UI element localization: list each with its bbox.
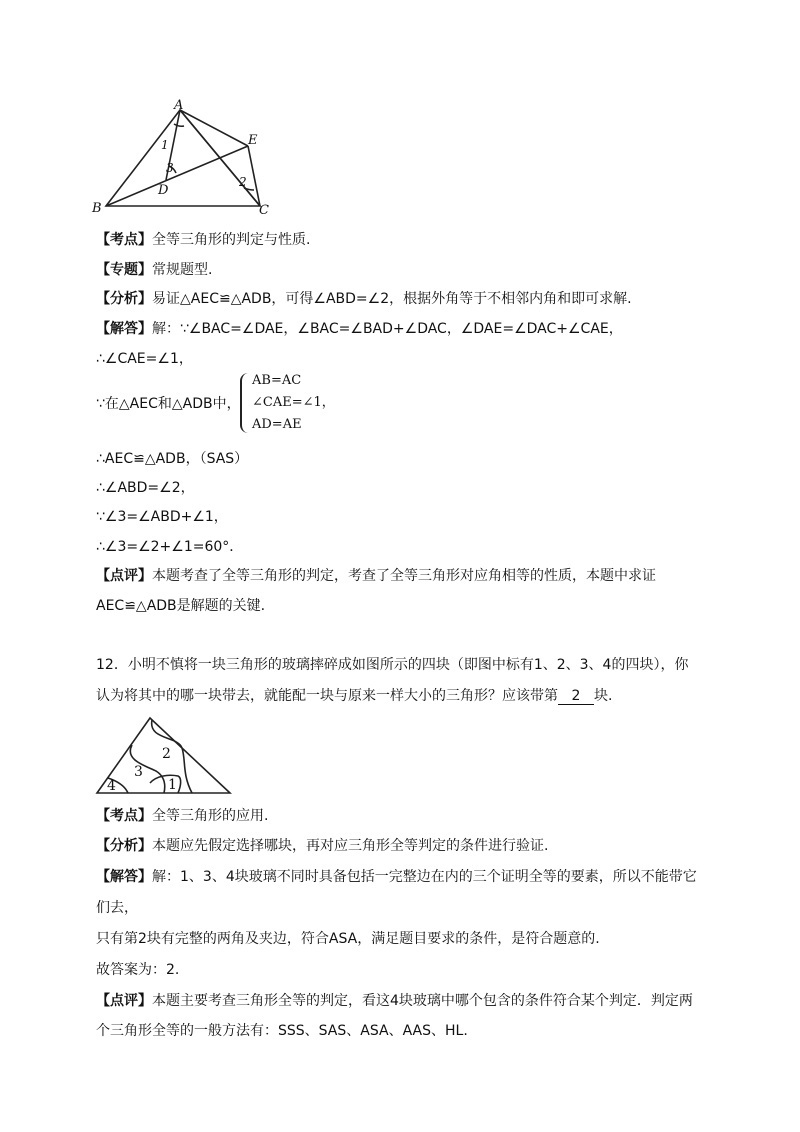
jieda-line-12: 【解答】解：1、3、4块玻璃不同时具备包括一完整边在内的三个证明全等的要素，所以不能带它	[96, 869, 697, 885]
jieda-line: 【解答】解：∵∠BAC=∠DAE，∠BAC=∠BAD+∠DAC，∠DAE=∠DAC+∠CAE，	[96, 321, 623, 337]
dianping-line-12-2: 个三角形全等的一般方法有：SSS、SAS、ASA、AAS、HL.	[96, 1023, 468, 1039]
label-b: B	[92, 201, 102, 216]
label-d: D	[158, 183, 169, 198]
step-2: ∵在△AEC和△ADB中，	[96, 396, 241, 412]
system-row-3: AD=AE	[252, 417, 302, 432]
label-angle-1: 1	[161, 138, 169, 152]
figure-broken-glass	[94, 714, 234, 796]
kaodian-line-12: 【考点】全等三角形的应用.	[96, 808, 269, 824]
answer-blank: 2	[558, 688, 594, 705]
system-row-2: ∠CAE=∠1，	[252, 395, 335, 410]
label-piece-1: 1	[168, 777, 177, 793]
label-a: A	[174, 98, 184, 113]
dianping-line: 【点评】本题考查了全等三角形的判定，考查了全等三角形对应角相等的性质，本题中求证	[96, 568, 656, 584]
label-angle-3: 3	[166, 161, 174, 175]
label-c: C	[259, 203, 269, 218]
zhuanti-line: 【专题】常规题型.	[96, 262, 213, 278]
label-piece-2: 2	[162, 746, 171, 762]
question-12-line-2: 认为将其中的哪一块带去，就能配一块与原来一样大小的三角形？应该带第 2 块.	[96, 688, 613, 704]
label-e: E	[248, 133, 258, 148]
kaodian-line: 【考点】全等三角形的判定与性质.	[96, 232, 311, 248]
question-12-line-1: 12．小明不慎将一块三角形的玻璃摔碎成如图所示的四块（即图中标有1、2、3、4的四块），你	[96, 657, 689, 673]
figure-triangle-abc	[90, 96, 280, 218]
dianping-line-12: 【点评】本题主要考查三角形全等的判定，看这4块玻璃中哪个包含的条件符合某个判定．判定两	[96, 993, 693, 1009]
label-piece-4: 4	[107, 778, 116, 794]
label-angle-2: 2	[239, 175, 247, 189]
step-4: ∴∠ABD=∠2，	[96, 480, 195, 496]
fenxi-line: 【分析】易证△AEC≌△ADB，可得∠ABD=∠2，根据外角等于不相邻内角和即可求解.	[96, 291, 632, 307]
step-6: ∴∠3=∠2+∠1=60°．	[96, 539, 244, 555]
step-3: ∴AEC≌△ADB，（SAS）	[96, 451, 249, 467]
equation-system	[240, 373, 335, 435]
fenxi-line-12: 【分析】本题应先假定选择哪块，再对应三角形全等判定的条件进行验证.	[96, 838, 549, 854]
label-piece-3: 3	[134, 764, 143, 780]
jieda-line-12-2: 们去，	[96, 900, 138, 916]
brace-icon	[240, 373, 250, 433]
system-row-1: AB=AC	[252, 373, 302, 388]
answer-line: 故答案为：2.	[96, 962, 180, 978]
step-1: ∴∠CAE=∠1，	[96, 351, 193, 367]
dianping-line-2: AEC≌△ADB是解题的关键.	[96, 598, 266, 614]
step-5: ∵∠3=∠ABD+∠1，	[96, 509, 228, 525]
jieda-line-12-3: 只有第2块有完整的两角及夹边，符合ASA，满足题目要求的条件，是符合题意的.	[96, 931, 600, 947]
